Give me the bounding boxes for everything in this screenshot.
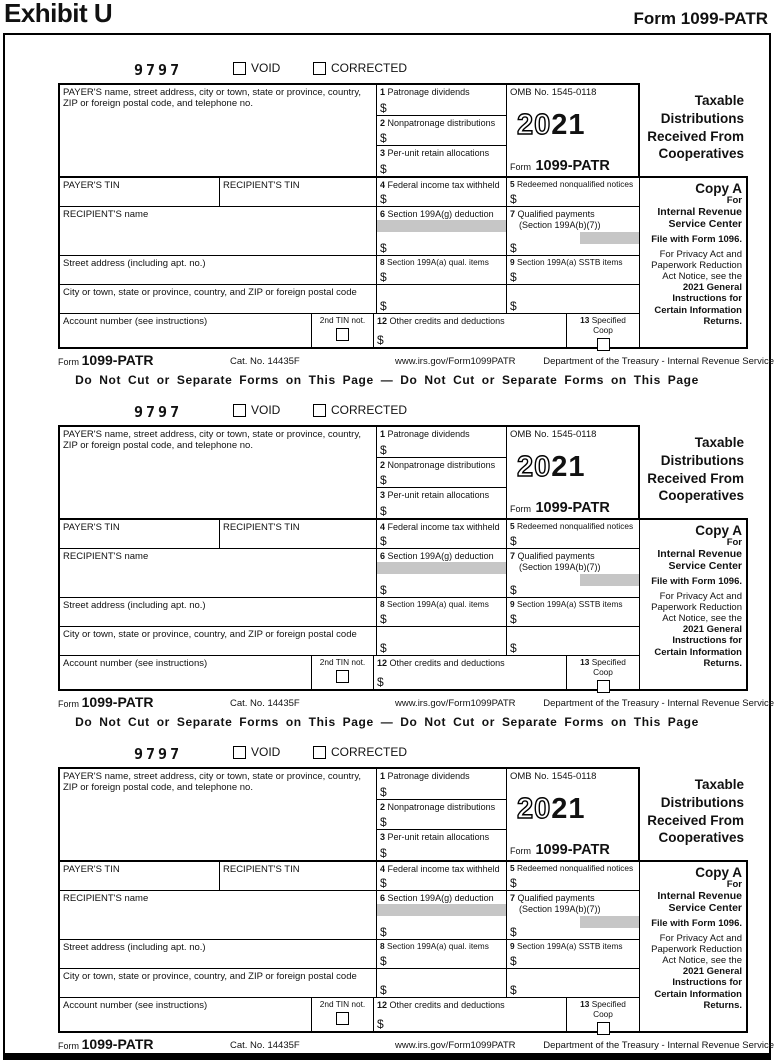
payer-tin-label: PAYER'S TIN [63,522,120,533]
form-footer [58,352,774,369]
box5-label: 5 Redeemed nonqualified notices [510,179,634,189]
file-with-1096-note: File with Form 1096. [651,234,742,246]
box4-label: 4 Federal income tax withheld [380,864,500,874]
dollar-sign: $ [510,954,517,968]
payer-info-label: PAYER'S name, street address, city or town, state or province, country, ZIP or foreign postal code, and telephone no. [63,87,362,110]
copy-a-for: For [726,537,742,548]
table-left-grid [60,178,640,347]
box6-section-199ag-deduction[interactable] [377,891,507,939]
box8-section-199aa-qual-items[interactable] [377,256,507,284]
tin-row [60,178,639,207]
box11-work-opportunity-credit[interactable] [507,285,639,313]
second-tin-not-cell [312,998,374,1031]
form-table [58,425,748,691]
table-left-grid [60,520,640,689]
account-number-label: Account number (see instructions) [63,1000,208,1011]
copy-a-panel [640,862,746,1031]
second-tin-not-checkbox[interactable] [336,1012,349,1025]
dollar-sign: $ [380,983,387,997]
box1-label: 1 Patronage dividends [380,87,470,97]
street-address-label: Street address (including apt. no.) [63,600,206,611]
omb-number: OMB No. 1545-0118 [510,87,597,98]
second-tin-not-label: 2nd TIN not. [319,999,366,1009]
account-number-cell[interactable] [60,656,312,689]
dollar-sign: $ [380,784,387,799]
treasury-department-label: Department of the Treasury - Internal Revenue Service [543,1040,774,1051]
box8-label: 8 Section 199A(a) qual. items [380,599,489,609]
specified-coop-checkbox[interactable] [597,338,610,351]
box12-other-credits-and-deductions[interactable] [374,314,567,347]
do-not-cut-separator: Do Not Cut or Separate Forms on This Page — Do Not Cut or Separate Forms on This Page [75,715,699,729]
dollar-sign: $ [510,534,517,548]
boxes-1-3-column [377,85,507,176]
exhibit-title: Exhibit U [4,0,113,28]
shaded-area [580,916,639,928]
recipient-tin-cell[interactable] [220,862,377,890]
box7-label: 7 Qualified payments (Section 199A(b)(7)) [510,209,601,230]
privacy-act-note: For Privacy Act and Paperwork Reduction Act Notice, see the 2021 General Instructions for Certain Information Returns. [651,591,742,669]
payer-info-cell[interactable] [60,85,377,176]
street-address-row [60,598,639,627]
dollar-sign: $ [380,162,387,176]
dollar-sign: $ [380,641,387,655]
table-main-section [58,176,748,349]
street-address-label: Street address (including apt. no.) [63,942,206,953]
dollar-sign: $ [380,925,387,939]
form-footer [58,694,774,711]
dollar-sign: $ [510,612,517,626]
street-address-cell[interactable] [60,256,377,284]
city-label: City or town, state or province, country, and ZIP or foreign postal code [63,287,357,298]
form-1099-patr-copy [58,744,774,1053]
box9-label: 9 Section 199A(a) SSTB items [510,941,623,951]
box8-section-199aa-qual-items[interactable] [377,598,507,626]
omb-number: OMB No. 1545-0118 [510,429,597,440]
account-number-cell[interactable] [60,998,312,1031]
second-tin-not-label: 2nd TIN not. [319,657,366,667]
box13-label: 13 Specified Coop [580,999,626,1019]
payer-info-label: PAYER'S name, street address, city or town, state or province, country, ZIP or foreign postal code, and telephone no. [63,771,362,794]
box2-label: 2 Nonpatronage distributions [380,117,496,128]
recipient-name-label: RECIPIENT'S name [63,893,149,904]
box8-section-199aa-qual-items[interactable] [377,940,507,968]
box8-label: 8 Section 199A(a) qual. items [380,941,489,951]
recipient-name-cell[interactable] [60,207,377,255]
box5-redeemed-nonqualified-notices[interactable] [507,520,639,548]
corrected-checkbox[interactable] [313,404,326,417]
recipient-name-label: RECIPIENT'S name [63,209,149,220]
box3-label: 3 Per-unit retain allocations [380,832,490,842]
copy-a-title: Copy A [695,181,742,196]
street-address-label: Street address (including apt. no.) [63,258,206,269]
omb-year-cell [507,769,638,860]
box5-label: 5 Redeemed nonqualified notices [510,521,634,531]
copy-a-panel [640,520,746,689]
box13-specified-coop [567,314,639,347]
boxes-1-3-column [377,769,507,860]
form-sheet [3,33,774,1060]
form-footer [58,1036,774,1053]
box1-label: 1 Patronage dividends [380,429,470,439]
street-address-row [60,256,639,285]
box10-investment-credit[interactable] [377,969,507,997]
box3-per-unit-retain-allocations[interactable] [377,488,506,518]
box7-label: 7 Qualified payments (Section 199A(b)(7)) [510,893,601,914]
specified-coop-checkbox[interactable] [597,1022,610,1035]
corrected-group [313,403,407,417]
dollar-sign: $ [380,954,387,968]
box7-qualified-payments[interactable] [507,207,639,255]
form-title: Taxable Distributions Received From Cooperatives [647,435,744,504]
void-checkbox[interactable] [233,746,246,759]
recipient-tin-label: RECIPIENT'S TIN [223,180,300,191]
copy-a-for: For [726,195,742,206]
box4-federal-income-tax-withheld[interactable] [377,178,507,206]
recipient-name-row [60,891,639,940]
box3-per-unit-retain-allocations[interactable] [377,146,506,176]
second-tin-not-cell [312,314,374,347]
void-label: VOID [251,403,281,417]
void-group [233,403,280,417]
city-label: City or town, state or province, country, and ZIP or foreign postal code [63,629,357,640]
form-table [58,83,748,349]
box9-label: 9 Section 199A(a) SSTB items [510,599,623,609]
table-top-section [58,767,640,860]
tax-year: 2021 [517,793,586,825]
recipient-tin-cell[interactable] [220,178,377,206]
box1-patronage-dividends[interactable] [377,769,506,800]
dollar-sign: $ [380,815,387,829]
footer-form-number: Form 1099-PATR [58,1036,154,1052]
omb-year-cell [507,427,638,518]
catalog-number: Cat. No. 14435F [230,698,300,709]
box12-label: 12 Other credits and deductions [377,316,505,326]
recipient-name-cell[interactable] [60,549,377,597]
box7-qualified-payments[interactable] [507,891,639,939]
dollar-sign: $ [510,583,517,597]
box13-label: 13 Specified Coop [580,315,626,335]
payer-tin-cell[interactable] [60,862,220,890]
box2-label: 2 Nonpatronage distributions [380,801,496,812]
box6-label: 6 Section 199A(g) deduction [380,551,494,561]
footer-form-number: Form 1099-PATR [58,694,154,710]
account-number-row [60,314,639,347]
box4-federal-income-tax-withheld[interactable] [377,520,507,548]
omb-year-cell [507,85,638,176]
box6-section-199ag-deduction[interactable] [377,549,507,597]
box3-label: 3 Per-unit retain allocations [380,490,490,500]
table-main-section [58,860,748,1033]
box12-label: 12 Other credits and deductions [377,658,505,668]
city-cell[interactable] [60,285,377,313]
catalog-number: Cat. No. 14435F [230,1040,300,1051]
box2-label: 2 Nonpatronage distributions [380,459,496,470]
box6-section-199ag-deduction[interactable] [377,207,507,255]
void-group [233,61,280,75]
box4-label: 4 Federal income tax withheld [380,180,500,190]
form-1099-patr-copy [58,60,774,369]
dollar-sign: $ [377,1017,384,1031]
dollar-sign: $ [380,442,387,457]
box12-label: 12 Other credits and deductions [377,1000,505,1010]
box8-label: 8 Section 199A(a) qual. items [380,257,489,267]
copy-a-irs-center: Internal Revenue Service Center [657,205,742,230]
street-address-cell[interactable] [60,598,377,626]
table-main-section [58,518,748,691]
dollar-sign: $ [510,983,517,997]
account-number-label: Account number (see instructions) [63,316,208,327]
city-row [60,627,639,656]
payer-tin-label: PAYER'S TIN [63,864,120,875]
dollar-sign: $ [377,333,384,347]
form-1099-patr-copy [58,402,774,711]
irs-url: www.irs.gov/Form1099PATR [395,698,516,709]
city-cell[interactable] [60,627,377,655]
dollar-sign: $ [380,534,387,548]
specified-coop-checkbox[interactable] [597,680,610,693]
city-row [60,285,639,314]
payer-tin-label: PAYER'S TIN [63,180,120,191]
second-tin-not-label: 2nd TIN not. [319,315,366,325]
form-number-block: Form 1099-PATR [510,842,610,858]
dollar-sign: $ [510,299,517,313]
box1-patronage-dividends[interactable] [377,85,506,116]
copy-a-panel [640,178,746,347]
form-print-code: 9797 [134,403,183,421]
box4-label: 4 Federal income tax withheld [380,522,500,532]
box2-nonpatronage-distributions[interactable] [377,116,506,147]
box12-other-credits-and-deductions[interactable] [374,656,567,689]
box4-federal-income-tax-withheld[interactable] [377,862,507,890]
form-table [58,767,748,1033]
catalog-number: Cat. No. 14435F [230,356,300,367]
payer-tin-cell[interactable] [60,520,220,548]
dollar-sign: $ [380,131,387,145]
form-print-code: 9797 [134,745,183,763]
box12-other-credits-and-deductions[interactable] [374,998,567,1031]
recipient-tin-cell[interactable] [220,520,377,548]
dollar-sign: $ [380,504,387,518]
dollar-sign: $ [510,192,517,206]
dollar-sign: $ [380,876,387,890]
box9-label: 9 Section 199A(a) SSTB items [510,257,623,267]
copy-a-for: For [726,879,742,890]
shaded-area [377,220,506,232]
dollar-sign: $ [510,876,517,890]
recipient-name-label: RECIPIENT'S name [63,551,149,562]
shaded-area [580,232,639,244]
recipient-name-cell[interactable] [60,891,377,939]
recipient-tin-label: RECIPIENT'S TIN [223,522,300,533]
irs-url: www.irs.gov/Form1099PATR [395,356,516,367]
second-tin-not-checkbox[interactable] [336,328,349,341]
recipient-name-row [60,549,639,598]
box5-redeemed-nonqualified-notices[interactable] [507,178,639,206]
city-row [60,969,639,998]
second-tin-not-cell [312,656,374,689]
box11-work-opportunity-credit[interactable] [507,969,639,997]
tax-year: 2021 [517,451,586,483]
shaded-area [377,904,506,916]
table-top-section [58,425,640,518]
account-number-row [60,998,639,1031]
dollar-sign: $ [380,473,387,487]
form-number-block: Form 1099-PATR [510,500,610,516]
dollar-sign: $ [380,270,387,284]
corrected-group [313,61,407,75]
treasury-department-label: Department of the Treasury - Internal Revenue Service [543,356,774,367]
privacy-act-note: For Privacy Act and Paperwork Reduction Act Notice, see the 2021 General Instructions for Certain Information Returns. [651,933,742,1011]
privacy-act-note: For Privacy Act and Paperwork Reduction Act Notice, see the 2021 General Instructions for Certain Information Returns. [651,249,742,327]
void-group [233,745,280,759]
box10-investment-credit[interactable] [377,285,507,313]
form-number-block: Form 1099-PATR [510,158,610,174]
city-label: City or town, state or province, country, and ZIP or foreign postal code [63,971,357,982]
dollar-sign: $ [510,241,517,255]
box7-label: 7 Qualified payments (Section 199A(b)(7)) [510,551,601,572]
city-cell[interactable] [60,969,377,997]
form-print-code: 9797 [134,61,183,79]
box10-investment-credit[interactable] [377,627,507,655]
footer-form-number: Form 1099-PATR [58,352,154,368]
form-title: Taxable Distributions Received From Cooperatives [647,777,744,846]
recipient-tin-label: RECIPIENT'S TIN [223,864,300,875]
tin-row [60,862,639,891]
payer-tin-cell[interactable] [60,178,220,206]
dollar-sign: $ [380,583,387,597]
table-top-section [58,83,640,176]
tax-year: 2021 [517,109,586,141]
header-form-reference: Form 1099-PATR [633,9,768,28]
box7-qualified-payments[interactable] [507,549,639,597]
irs-url: www.irs.gov/Form1099PATR [395,1040,516,1051]
dollar-sign: $ [510,270,517,284]
box1-patronage-dividends[interactable] [377,427,506,458]
dollar-sign: $ [377,675,384,689]
copy-a-irs-center: Internal Revenue Service Center [657,547,742,572]
copy-a-title: Copy A [695,523,742,538]
box2-nonpatronage-distributions[interactable] [377,800,506,831]
corrected-group [313,745,407,759]
table-left-grid [60,862,640,1031]
box13-specified-coop [567,656,639,689]
box2-nonpatronage-distributions[interactable] [377,458,506,489]
void-checkbox[interactable] [233,62,246,75]
file-with-1096-note: File with Form 1096. [651,576,742,588]
corrected-checkbox[interactable] [313,746,326,759]
do-not-cut-separator: Do Not Cut or Separate Forms on This Page — Do Not Cut or Separate Forms on This Page [75,373,699,387]
corrected-label: CORRECTED [331,61,408,75]
box13-specified-coop [567,998,639,1031]
code-row [58,744,748,767]
corrected-label: CORRECTED [331,403,408,417]
street-address-row [60,940,639,969]
box6-label: 6 Section 199A(g) deduction [380,893,494,903]
file-with-1096-note: File with Form 1096. [651,918,742,930]
treasury-department-label: Department of the Treasury - Internal Revenue Service [543,698,774,709]
box11-work-opportunity-credit[interactable] [507,627,639,655]
corrected-label: CORRECTED [331,745,408,759]
dollar-sign: $ [510,641,517,655]
box3-per-unit-retain-allocations[interactable] [377,830,506,860]
shaded-area [377,562,506,574]
street-address-cell[interactable] [60,940,377,968]
box13-label: 13 Specified Coop [580,657,626,677]
code-row [58,60,748,83]
dollar-sign: $ [380,192,387,206]
dollar-sign: $ [380,299,387,313]
second-tin-not-checkbox[interactable] [336,670,349,683]
boxes-1-3-column [377,427,507,518]
dollar-sign: $ [380,846,387,860]
copy-a-irs-center: Internal Revenue Service Center [657,889,742,914]
box6-label: 6 Section 199A(g) deduction [380,209,494,219]
shaded-area [580,574,639,586]
dollar-sign: $ [510,925,517,939]
account-number-row [60,656,639,689]
code-row [58,402,748,425]
recipient-name-row [60,207,639,256]
form-title: Taxable Distributions Received From Cooperatives [647,93,744,162]
dollar-sign: $ [380,100,387,115]
void-label: VOID [251,61,281,75]
payer-info-cell[interactable] [60,769,377,860]
void-label: VOID [251,745,281,759]
box9-section-199aa-sstb-items[interactable] [507,598,639,626]
payer-info-cell[interactable] [60,427,377,518]
corrected-checkbox[interactable] [313,62,326,75]
copy-a-title: Copy A [695,865,742,880]
omb-number: OMB No. 1545-0118 [510,771,597,782]
box1-label: 1 Patronage dividends [380,771,470,781]
payer-info-label: PAYER'S name, street address, city or town, state or province, country, ZIP or foreign postal code, and telephone no. [63,429,362,452]
box5-label: 5 Redeemed nonqualified notices [510,863,634,873]
box3-label: 3 Per-unit retain allocations [380,148,490,158]
account-number-label: Account number (see instructions) [63,658,208,669]
box9-section-199aa-sstb-items[interactable] [507,256,639,284]
account-number-cell[interactable] [60,314,312,347]
void-checkbox[interactable] [233,404,246,417]
dollar-sign: $ [380,612,387,626]
dollar-sign: $ [380,241,387,255]
box9-section-199aa-sstb-items[interactable] [507,940,639,968]
tin-row [60,520,639,549]
box5-redeemed-nonqualified-notices[interactable] [507,862,639,890]
